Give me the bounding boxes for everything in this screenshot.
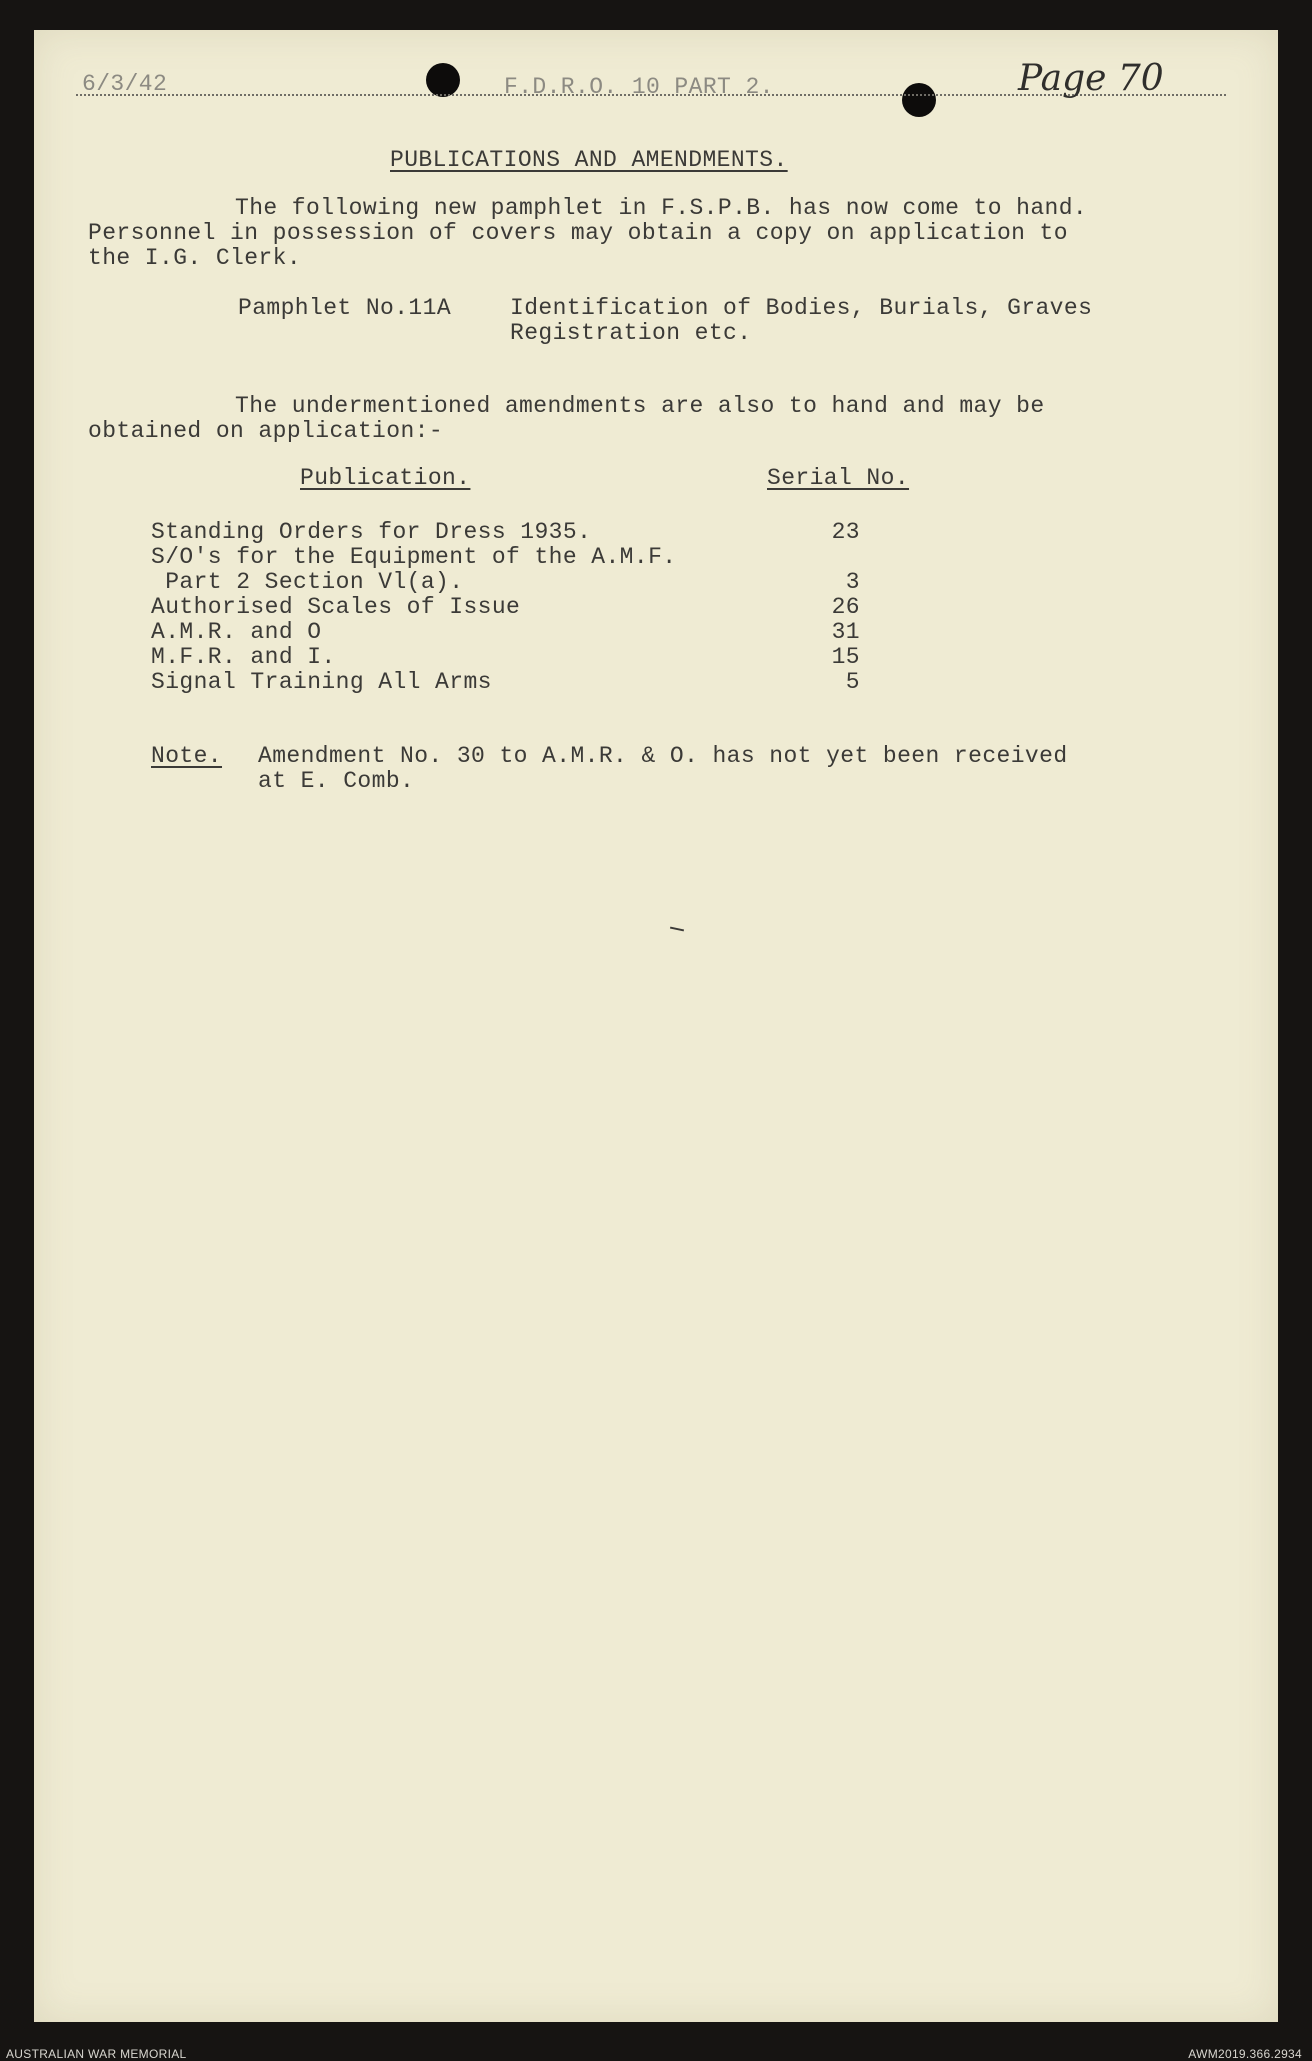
table-row-publication: M.F.R. and I. [151,644,336,670]
footer-item-id: AWM2019.366.2934 [1188,2047,1302,2061]
document-page [34,30,1278,2022]
table-row-publication: S/O's for the Equipment of the A.M.F. [151,544,677,570]
intro-line-1: The following new pamphlet in F.S.P.B. has now come to hand. [235,195,1088,221]
table-row-serial: 3 [845,569,860,595]
ink-mark [670,927,684,932]
table-row-serial: 23 [831,519,860,545]
table-row-serial: 31 [831,619,860,645]
table-row-publication: Standing Orders for Dress 1935. [151,519,592,545]
table-row-publication: Authorised Scales of Issue [151,594,521,620]
table-row-serial: 15 [831,644,860,670]
amendments-intro-line-1: The undermentioned amendments are also to hand and may be [235,393,1045,419]
column-header-serial: Serial No. [767,465,910,491]
header-page-number: Page 70 [1018,58,1164,99]
punch-hole [902,83,936,117]
intro-line-2: Personnel in possession of covers may obtain a copy on application to [88,220,1068,246]
document-title: PUBLICATIONS AND AMENDMENTS. [390,147,788,173]
footer-archive-name: AUSTRALIAN WAR MEMORIAL [6,2047,187,2061]
pamphlet-number: Pamphlet No.11A [238,295,452,321]
header-reference: F.D.R.O. 10 PART 2. [504,74,774,100]
amendments-intro-line-2: obtained on application:- [88,418,444,444]
table-row-publication: A.M.R. and O [151,619,322,645]
punch-hole [426,63,460,97]
pamphlet-description: Registration etc. [510,320,752,346]
intro-line-3: the I.G. Clerk. [88,245,302,271]
column-header-publication: Publication. [300,465,471,491]
table-row-publication: Part 2 Section Vl(a). [151,569,464,595]
table-row-publication: Signal Training All Arms [151,669,492,695]
note-text: at E. Comb. [258,768,415,794]
table-row-serial: 5 [845,669,860,695]
note-label: Note. [151,743,223,769]
header-date: 6/3/42 [82,71,168,97]
table-row-serial: 26 [831,594,860,620]
pamphlet-description: Identification of Bodies, Burials, Graves [510,295,1093,321]
note-text: Amendment No. 30 to A.M.R. & O. has not yet been received [258,743,1068,769]
